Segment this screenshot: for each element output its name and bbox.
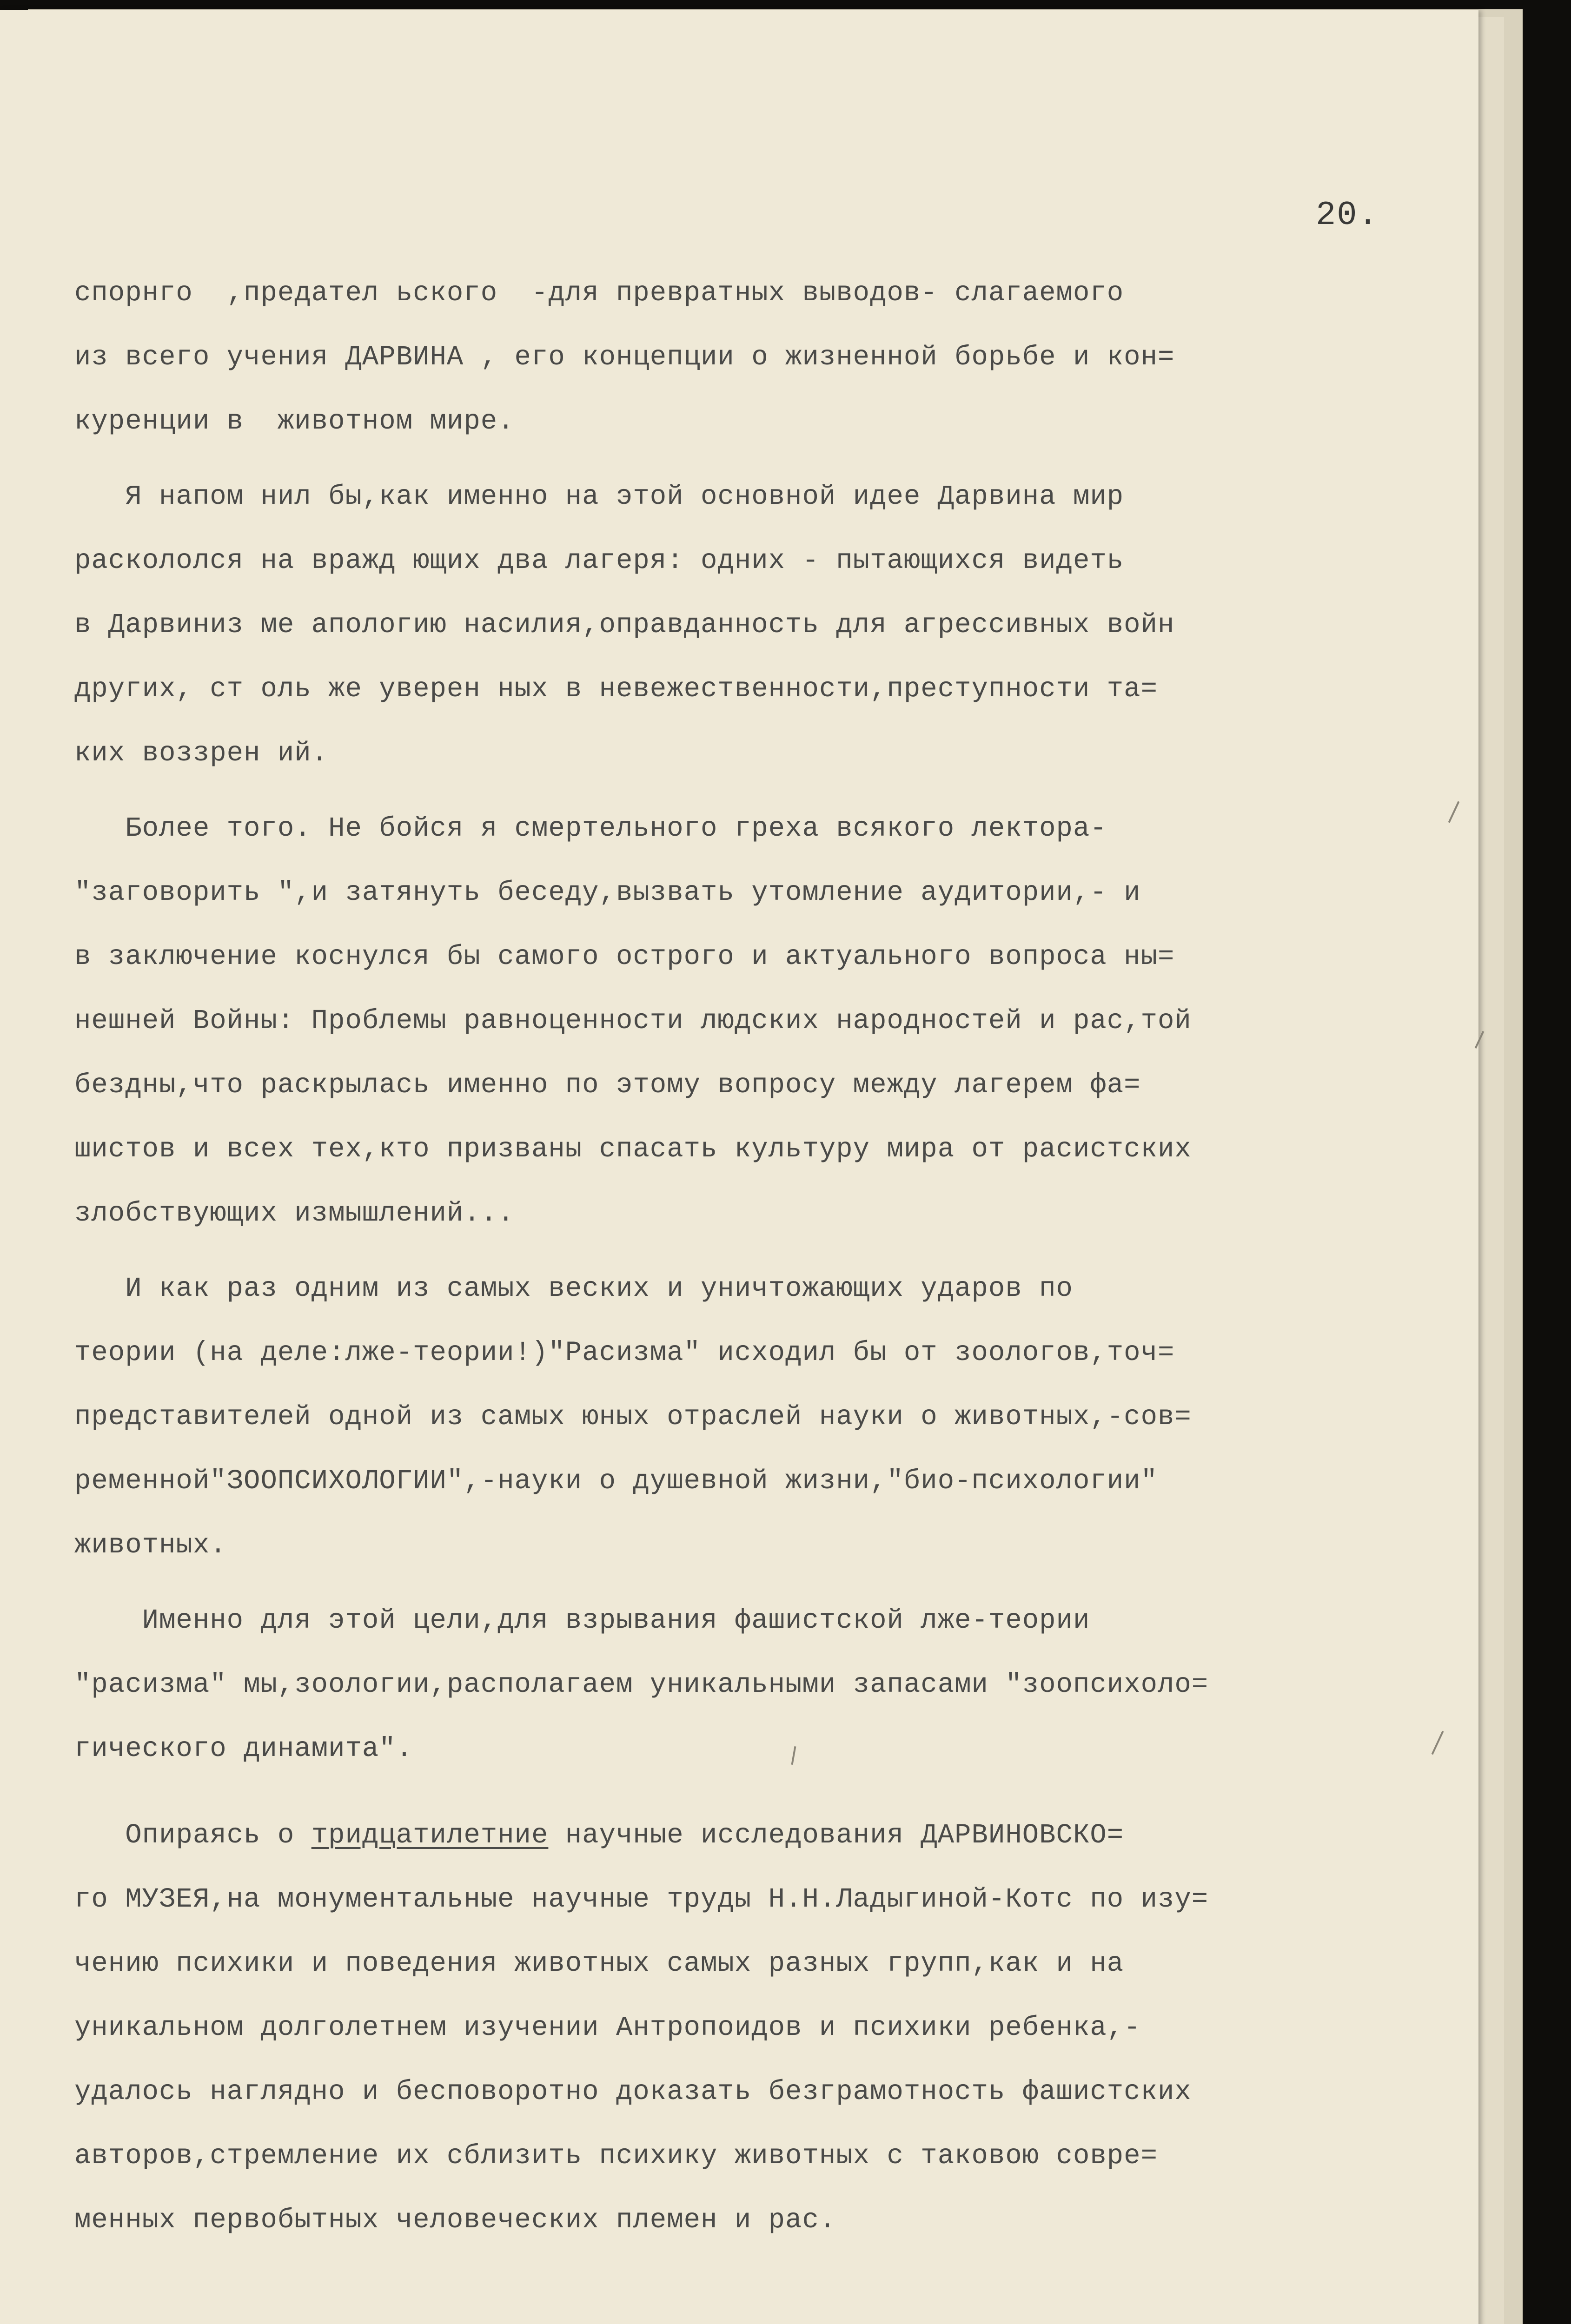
text-line: Я напом нил бы,как именно на этой основной идее Дарвина мир (74, 481, 1124, 512)
text-line: раскололся на вражд ющих два лагеря: одних - пытающихся видеть (74, 545, 1124, 576)
text-line: шистов и всех тех,кто призваны спасать культуру мира от расистских (74, 1134, 1192, 1165)
text-line: в Дарвиниз ме апологию насилия,оправданность для агрессивных войн (74, 609, 1175, 640)
text-line: теории (на деле:лже-теории!)"Расизма" исходил бы от зоологов,точ= (74, 1337, 1175, 1368)
text-line: в заключение коснулся бы самого острого и актуального вопроса ны= (74, 941, 1175, 972)
typewritten-page (0, 10, 1478, 2324)
text-line: ких воззрен ий. (74, 738, 329, 769)
text-line: Более того. Не бойся я смертельного греха всякого лектора- (74, 813, 1107, 844)
text-line: из всего учения ДАРВИНА , его концепции о жизненной борьбе и кон= (74, 342, 1175, 373)
text-line: "заговорить ",и затянуть беседу,вызвать утомление аудитории,- и (74, 877, 1141, 908)
text-line: ременной"ЗООПСИХОЛОГИИ",-науки о душевной жизни,"био-психологии" (74, 1466, 1158, 1497)
text-line: удалось наглядно и бесповоротно доказать безграмотность фашистских (74, 2076, 1192, 2107)
text-line: го МУЗЕЯ,на монументальные научные труды Н.Н.Ладыгиной-Котс по изу= (74, 1884, 1209, 1915)
text-line: представителей одной из самых юных отраслей науки о животных,-сов= (74, 1401, 1192, 1433)
paragraph (74, 261, 1469, 454)
paragraph (74, 797, 1469, 1246)
text-line: "расизма" мы,зоологии,располагаем уникальными запасами "зоопсихоло= (74, 1669, 1209, 1700)
page-body (74, 261, 1469, 2252)
paragraph (74, 465, 1469, 786)
text-line: авторов,стремление их сблизить психику животных с таковою совре= (74, 2140, 1158, 2172)
text-line: уникальном долголетнем изучении Антропоидов и психики ребенка,- (74, 2012, 1141, 2043)
paragraph (74, 1257, 1469, 1578)
text-line: бездны,что раскрылась именно по этому вопросу между лагерем фа= (74, 1070, 1141, 1101)
text-line: И как раз одним из самых веских и уничтожающих ударов по (74, 1273, 1073, 1304)
text-line: чению психики и поведения животных самых разных групп,как и на (74, 1948, 1124, 1979)
text-line: злобствующих измышлений... (74, 1198, 515, 1229)
paragraph (74, 1803, 1469, 2252)
text-line: гического динамита". (74, 1733, 413, 1764)
underlined-word: тридцатилетние (311, 1820, 549, 1851)
page-number: 20. (1316, 196, 1379, 234)
text-fragment: научные исследования ДАРВИНОВСКО= (548, 1820, 1124, 1851)
paragraph (74, 1589, 1469, 1781)
text-line: нешней Войны: Проблемы равноценности людских народностей и рас,той (74, 1005, 1192, 1037)
text-line: животных. (74, 1530, 227, 1561)
text-fragment: Опираясь о (74, 1820, 312, 1851)
text-line: спорнго ,предател ьского -для превратных выводов- слагаемого (74, 277, 1124, 309)
text-line: менных первобытных человеческих племен и рас. (74, 2205, 836, 2236)
text-line: куренции в животном мире. (74, 406, 515, 437)
text-line: Именно для этой цели,для взрывания фашистской лже-теории (74, 1605, 1090, 1636)
text-line: других, ст оль же уверен ных в невежественности,преступности та= (74, 673, 1158, 705)
text-line (74, 1803, 1469, 1868)
